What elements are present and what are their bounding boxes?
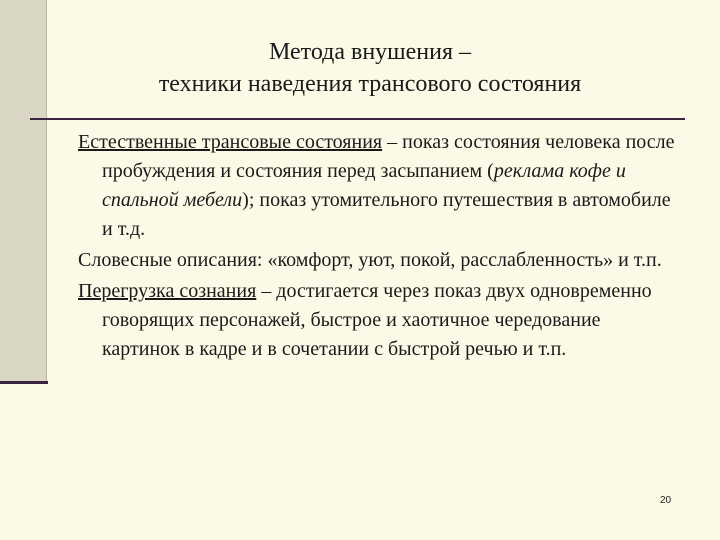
term-consciousness-overload: Перегрузка сознания bbox=[78, 280, 257, 302]
slide-body bbox=[78, 128, 678, 364]
title-line-1: Метода внушения – bbox=[268, 39, 472, 65]
title-line-2: техники наведения трансового состояния bbox=[158, 71, 582, 97]
decorative-side-bar bbox=[0, 0, 47, 382]
paragraph-text: – показ состояния человека после пробуждения и состояния перед засыпанием ( bbox=[102, 131, 675, 182]
paragraph-text: ); показ утомительного путешествия в автомобиле и т.д. bbox=[102, 189, 671, 240]
paragraph-natural-trance bbox=[78, 128, 678, 244]
paragraph-text: Словесные описания: «комфорт, уют, покой, расслабленность» и т.п. bbox=[78, 249, 662, 271]
term-natural-trance: Естественные трансовые состояния bbox=[78, 131, 383, 153]
paragraph-verbal-descriptions bbox=[78, 246, 678, 275]
paragraph-text: – достигается через показ двух одновременно говорящих персонажей, быстрое и хаотичное чередование картинок в кадре и в сочетании с быстрой речью и т.п. bbox=[102, 280, 652, 360]
example-italic: реклама кофе и спальной мебели bbox=[102, 160, 626, 211]
slide-title bbox=[80, 36, 660, 100]
decorative-side-rule bbox=[0, 381, 48, 384]
title-divider bbox=[30, 118, 685, 120]
page-number: 20 bbox=[660, 495, 672, 506]
paragraph-consciousness-overload bbox=[78, 277, 678, 364]
